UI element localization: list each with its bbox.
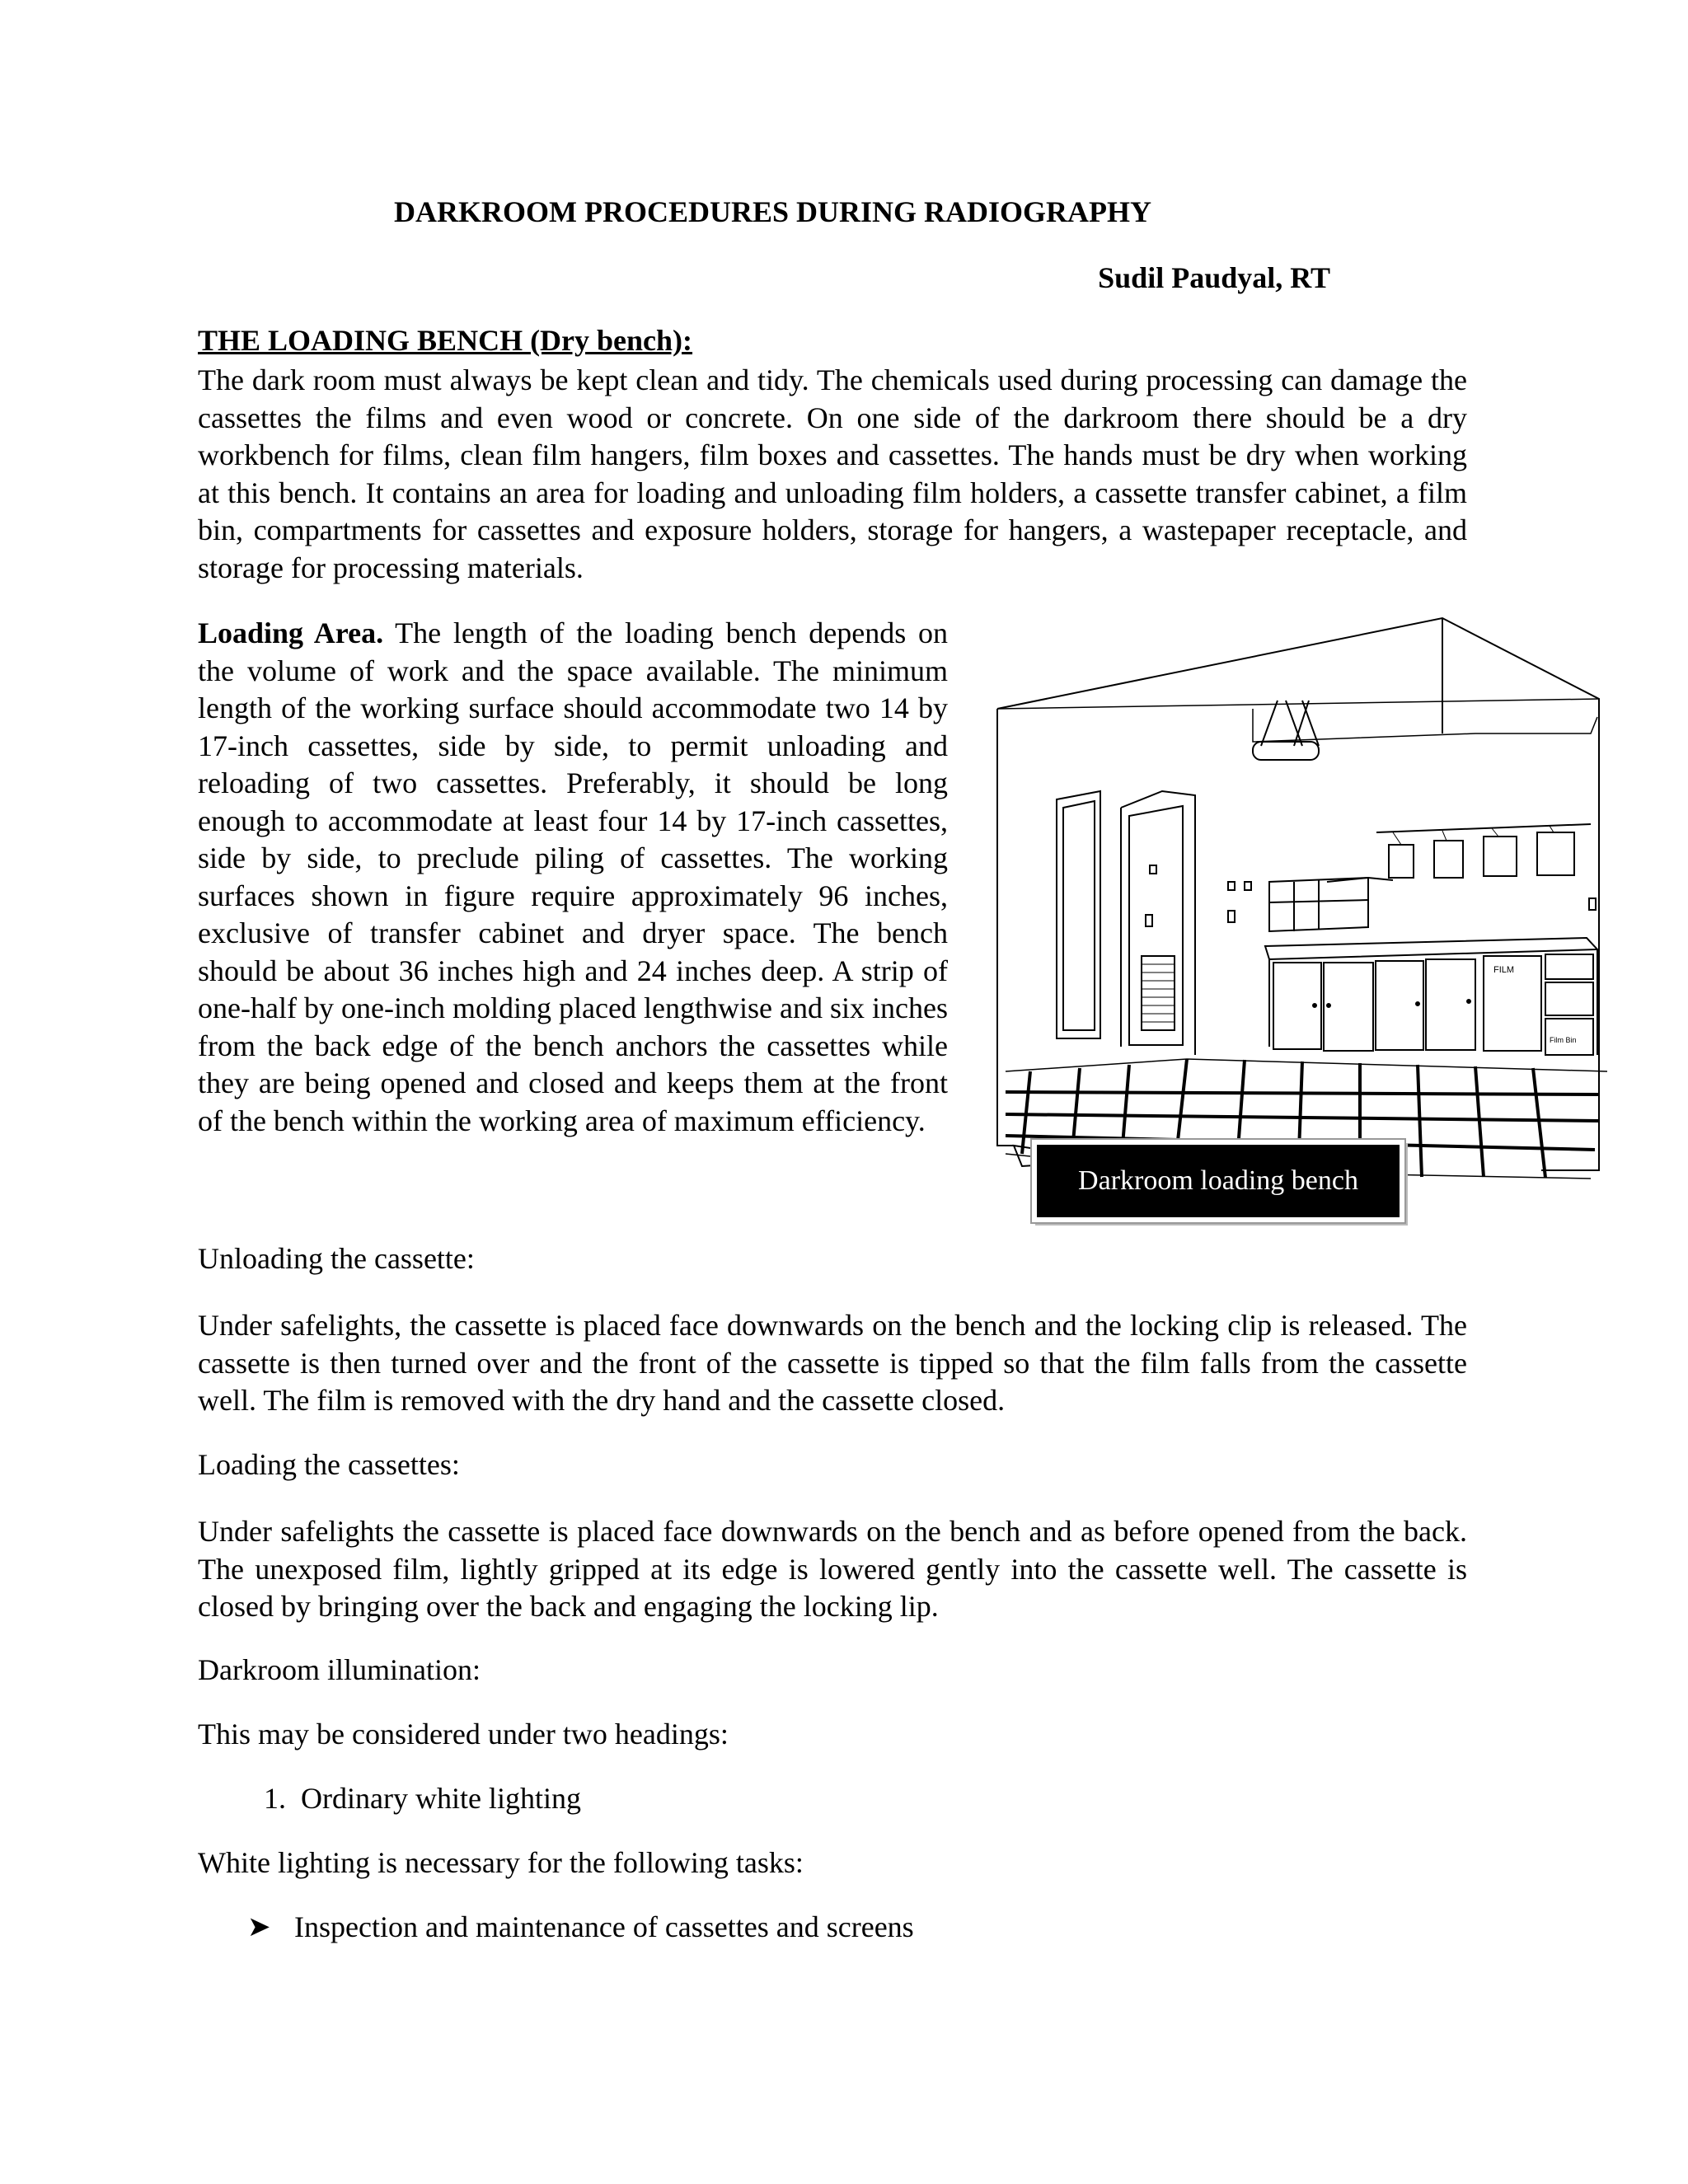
figure-cabinet-label: FILM xyxy=(1493,965,1515,975)
loading-area-paragraph xyxy=(198,615,948,1140)
illumination-heading: Darkroom illumination: xyxy=(198,1653,481,1686)
intro-paragraph: The dark room must always be kept clean and tidy. The chemicals used during processing can damage the cassettes the films and even wood or concrete. On one side of the darkroom there should be a dry workbench for films, clean film hangers, film boxes and cassettes. The hands must be dry when working at this bench. It contains an area for loading and unloading film holders, a cassette transfer cabinet, a film bin, compartments for cassettes and exposure holders, storage for hangers, a wastepaper receptacle, and storage for processing materials. xyxy=(198,363,1467,584)
unloading-paragraph: Under safelights, the cassette is placed face downwards on the bench and the locking clip is released. The cassette is then turned over and the front of the cassette is tipped so that the film falls from the cassette well. The film is removed with the dry hand and the cassette closed. xyxy=(198,1309,1467,1417)
figure-caption: Darkroom loading bench xyxy=(1032,1140,1404,1222)
loading-paragraph: Under safelights the cassette is placed face downwards on the bench and as before opened from the back. The unexposed film, lightly gripped at its edge is lowered gently into the cassette well. The cassette is closed by bringing over the back and engaging the locking lip. xyxy=(198,1515,1467,1623)
figure-drawer-label: Film Bin xyxy=(1550,1036,1577,1044)
darkroom-figure xyxy=(981,610,1615,1220)
loading-heading: Loading the cassettes: xyxy=(198,1448,460,1481)
author-name: Sudil Paudyal, RT xyxy=(1098,261,1330,294)
loading-area-text: The length of the loading bench depends on the volume of work and the space available. The minimum length of the working surface should accommodate two 14 by 17-inch cassettes, side by side, to permit unloading and reloading of two cassettes. Preferably, it should be long enough to accommodate at least four 14 by 17-inch cassettes, side by side, to preclude piling of cassettes. The working surfaces shown in figure require approximately 96 inches, exclusive of transfer cabinet and dryer space. The bench should be about 36 inches high and 24 inches deep. A strip of one-half by one-inch molding placed lengthwise and six inches from the back edge of the bench anchors the cassettes while they are being opened and closed and keeps them at the front of the bench within the working area of maximum efficiency. xyxy=(198,616,948,1137)
illumination-intro: This may be considered under two headings: xyxy=(198,1718,729,1750)
page-title: DARKROOM PROCEDURES DURING RADIOGRAPHY xyxy=(394,195,1152,228)
bullet-item-1: Inspection and maintenance of cassettes and screens xyxy=(294,1910,914,1943)
unloading-heading: Unloading the cassette: xyxy=(198,1242,475,1275)
loading-area-label: Loading Area. xyxy=(198,616,384,649)
arrow-bullet-icon: ➤ xyxy=(247,1912,271,1943)
section-heading: THE LOADING BENCH (Dry bench): xyxy=(198,324,693,357)
list-item-1: 1. Ordinary white lighting xyxy=(264,1782,581,1815)
white-lighting-intro: White lighting is necessary for the following tasks: xyxy=(198,1846,804,1879)
